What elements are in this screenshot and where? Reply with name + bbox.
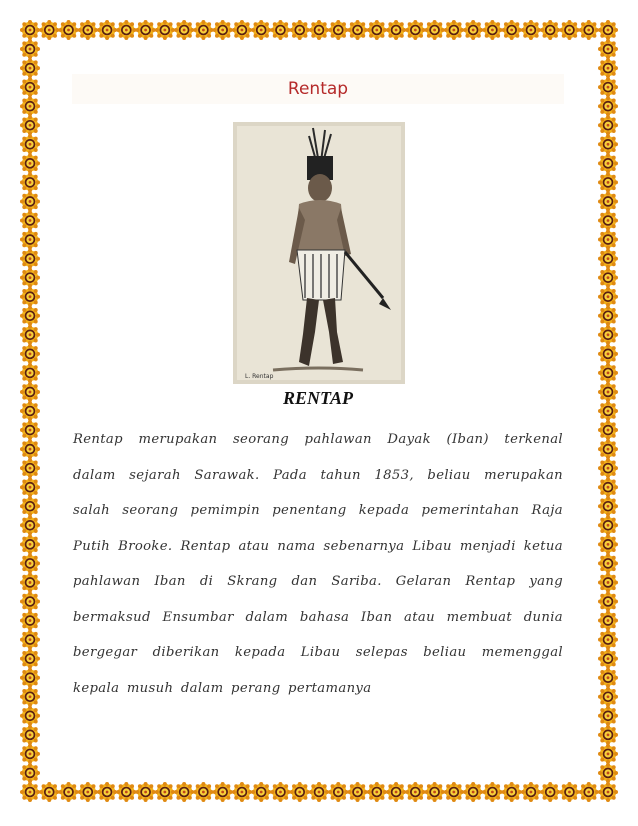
sun-flower-icon bbox=[328, 782, 348, 802]
sun-flower-icon bbox=[232, 782, 252, 802]
sun-flower-icon bbox=[598, 363, 618, 383]
sun-flower-icon bbox=[193, 20, 213, 40]
sun-flower-icon bbox=[20, 153, 40, 173]
sun-flower-icon bbox=[290, 20, 310, 40]
sun-flower-icon bbox=[386, 782, 406, 802]
sun-flower-icon bbox=[348, 782, 368, 802]
sun-flower-icon bbox=[59, 20, 79, 40]
sun-flower-icon bbox=[20, 115, 40, 135]
sun-flower-icon bbox=[521, 782, 541, 802]
sun-flower-icon bbox=[598, 268, 618, 288]
sun-flower-icon bbox=[598, 58, 618, 78]
sun-flower-icon bbox=[579, 20, 599, 40]
sun-flower-icon bbox=[20, 401, 40, 421]
sun-flower-icon bbox=[598, 687, 618, 707]
sun-flower-icon bbox=[482, 782, 502, 802]
sun-flower-icon bbox=[425, 782, 445, 802]
sun-flower-icon bbox=[20, 20, 40, 40]
sun-flower-icon bbox=[251, 20, 271, 40]
sun-flower-icon bbox=[598, 382, 618, 402]
sun-flower-icon bbox=[20, 782, 40, 802]
sun-flower-icon bbox=[20, 96, 40, 116]
sun-flower-icon bbox=[20, 458, 40, 478]
sun-flower-icon bbox=[598, 211, 618, 231]
sun-flower-icon bbox=[598, 287, 618, 307]
drawing-corner-text: L. Rentap bbox=[245, 373, 274, 380]
sun-flower-icon bbox=[405, 782, 425, 802]
sun-flower-icon bbox=[348, 20, 368, 40]
sun-flower-icon bbox=[482, 20, 502, 40]
sun-flower-icon bbox=[598, 172, 618, 192]
sun-flower-icon bbox=[213, 20, 233, 40]
sun-flower-icon bbox=[78, 20, 98, 40]
sun-flower-icon bbox=[174, 782, 194, 802]
sun-flower-icon bbox=[367, 782, 387, 802]
sun-flower-icon bbox=[193, 782, 213, 802]
sun-flower-icon bbox=[20, 706, 40, 726]
sun-flower-icon bbox=[405, 20, 425, 40]
sun-flower-icon bbox=[20, 58, 40, 78]
sun-flower-icon bbox=[444, 782, 464, 802]
sun-flower-icon bbox=[20, 420, 40, 440]
page-title: Rentap bbox=[72, 74, 564, 104]
sun-flower-icon bbox=[598, 515, 618, 535]
sun-flower-icon bbox=[20, 39, 40, 59]
sun-flower-icon bbox=[20, 534, 40, 554]
sun-flower-icon bbox=[20, 553, 40, 573]
sun-flower-icon bbox=[20, 725, 40, 745]
sun-flower-icon bbox=[20, 325, 40, 345]
sun-flower-icon bbox=[598, 39, 618, 59]
sun-flower-icon bbox=[20, 763, 40, 783]
sun-flower-icon bbox=[502, 20, 522, 40]
sun-flower-icon bbox=[270, 20, 290, 40]
sun-flower-icon bbox=[598, 649, 618, 669]
sun-flower-icon bbox=[309, 782, 329, 802]
sun-flower-icon bbox=[136, 782, 156, 802]
sun-flower-icon bbox=[598, 134, 618, 154]
sun-flower-icon bbox=[598, 96, 618, 116]
sun-flower-icon bbox=[20, 496, 40, 516]
sun-flower-icon bbox=[598, 249, 618, 269]
sun-flower-icon bbox=[20, 649, 40, 669]
sun-flower-icon bbox=[598, 477, 618, 497]
sun-flower-icon bbox=[598, 611, 618, 631]
sun-flower-icon bbox=[20, 363, 40, 383]
sun-flower-icon bbox=[251, 782, 271, 802]
sun-flower-icon bbox=[20, 230, 40, 250]
sun-flower-icon bbox=[328, 20, 348, 40]
sun-flower-icon bbox=[116, 20, 136, 40]
sun-flower-icon bbox=[20, 668, 40, 688]
sun-flower-icon bbox=[425, 20, 445, 40]
sun-flower-icon bbox=[116, 782, 136, 802]
sun-flower-icon bbox=[20, 477, 40, 497]
sun-flower-icon bbox=[598, 572, 618, 592]
sun-flower-icon bbox=[598, 420, 618, 440]
sun-flower-icon bbox=[598, 401, 618, 421]
sun-flower-icon bbox=[598, 77, 618, 97]
sun-flower-icon bbox=[598, 306, 618, 326]
sun-flower-icon bbox=[20, 344, 40, 364]
sun-flower-icon bbox=[270, 782, 290, 802]
sun-flower-icon bbox=[598, 725, 618, 745]
sun-flower-icon bbox=[598, 782, 618, 802]
sun-flower-icon bbox=[559, 782, 579, 802]
sun-flower-icon bbox=[20, 630, 40, 650]
sun-flower-icon bbox=[290, 782, 310, 802]
sun-flower-icon bbox=[598, 439, 618, 459]
sun-flower-icon bbox=[521, 20, 541, 40]
sun-flower-icon bbox=[386, 20, 406, 40]
sun-flower-icon bbox=[174, 20, 194, 40]
sun-flower-icon bbox=[598, 630, 618, 650]
sun-flower-icon bbox=[598, 344, 618, 364]
sun-flower-icon bbox=[502, 782, 522, 802]
sun-flower-icon bbox=[20, 592, 40, 612]
sun-flower-icon bbox=[97, 782, 117, 802]
sun-flower-icon bbox=[20, 172, 40, 192]
image-caption: RENTAP bbox=[282, 388, 353, 408]
sun-flower-icon bbox=[213, 782, 233, 802]
sun-flower-icon bbox=[20, 287, 40, 307]
sun-flower-icon bbox=[20, 77, 40, 97]
sun-flower-icon bbox=[444, 20, 464, 40]
sun-flower-icon bbox=[97, 20, 117, 40]
sun-flower-icon bbox=[463, 20, 483, 40]
sun-flower-icon bbox=[309, 20, 329, 40]
sun-flower-icon bbox=[598, 458, 618, 478]
sun-flower-icon bbox=[598, 325, 618, 345]
body-paragraph: Rentap merupakan seorang pahlawan Dayak (Iban) terkenal dalam sejarah Sarawak. Pada tahun 1853, beliau merupakan salah seorang pemimpin penentang kepada pemerintahan Raja Putih Brooke. Rentap atau nama sebenarnya Libau menjadi ketua pahlawan Iban di Skrang dan Sariba. Gelaran Rentap yang bermaksud Ensumbar dalam bahasa Iban atau membuat dunia bergegar diberikan kepada Libau selepas beliau memenggal kepala musuh dalam perang pertamanya bbox=[73, 432, 563, 696]
sun-flower-icon bbox=[579, 782, 599, 802]
sun-flower-icon bbox=[136, 20, 156, 40]
sun-flower-icon bbox=[598, 191, 618, 211]
sun-flower-icon bbox=[20, 306, 40, 326]
sun-flower-icon bbox=[540, 782, 560, 802]
sun-flower-icon bbox=[20, 249, 40, 269]
sun-flower-icon bbox=[598, 668, 618, 688]
sun-flower-icon bbox=[540, 20, 560, 40]
sun-flower-icon bbox=[598, 20, 618, 40]
sun-flower-icon bbox=[20, 572, 40, 592]
sun-flower-icon bbox=[598, 534, 618, 554]
sun-flower-icon bbox=[367, 20, 387, 40]
sun-flower-icon bbox=[598, 153, 618, 173]
sun-flower-icon bbox=[155, 782, 175, 802]
sun-flower-icon bbox=[155, 20, 175, 40]
sun-flower-icon bbox=[598, 115, 618, 135]
sun-flower-icon bbox=[59, 782, 79, 802]
sun-flower-icon bbox=[598, 744, 618, 764]
sun-flower-icon bbox=[20, 611, 40, 631]
sun-flower-icon bbox=[598, 592, 618, 612]
sun-flower-icon bbox=[78, 782, 98, 802]
sun-flower-icon bbox=[598, 496, 618, 516]
sun-flower-icon bbox=[39, 20, 59, 40]
sun-flower-icon bbox=[20, 191, 40, 211]
sun-flower-icon bbox=[598, 230, 618, 250]
sun-flower-icon bbox=[20, 211, 40, 231]
sun-flower-icon bbox=[20, 439, 40, 459]
sun-flower-icon bbox=[20, 268, 40, 288]
sun-flower-icon bbox=[20, 744, 40, 764]
sun-flower-icon bbox=[232, 20, 252, 40]
sun-flower-icon bbox=[463, 782, 483, 802]
sun-flower-icon bbox=[39, 782, 59, 802]
sun-flower-icon bbox=[20, 382, 40, 402]
sun-flower-icon bbox=[20, 134, 40, 154]
sun-flower-icon bbox=[598, 706, 618, 726]
sun-flower-icon bbox=[20, 515, 40, 535]
sun-flower-icon bbox=[598, 763, 618, 783]
sun-flower-icon bbox=[598, 553, 618, 573]
sun-flower-icon bbox=[20, 687, 40, 707]
sun-flower-icon bbox=[559, 20, 579, 40]
rentap-drawing bbox=[233, 122, 405, 384]
